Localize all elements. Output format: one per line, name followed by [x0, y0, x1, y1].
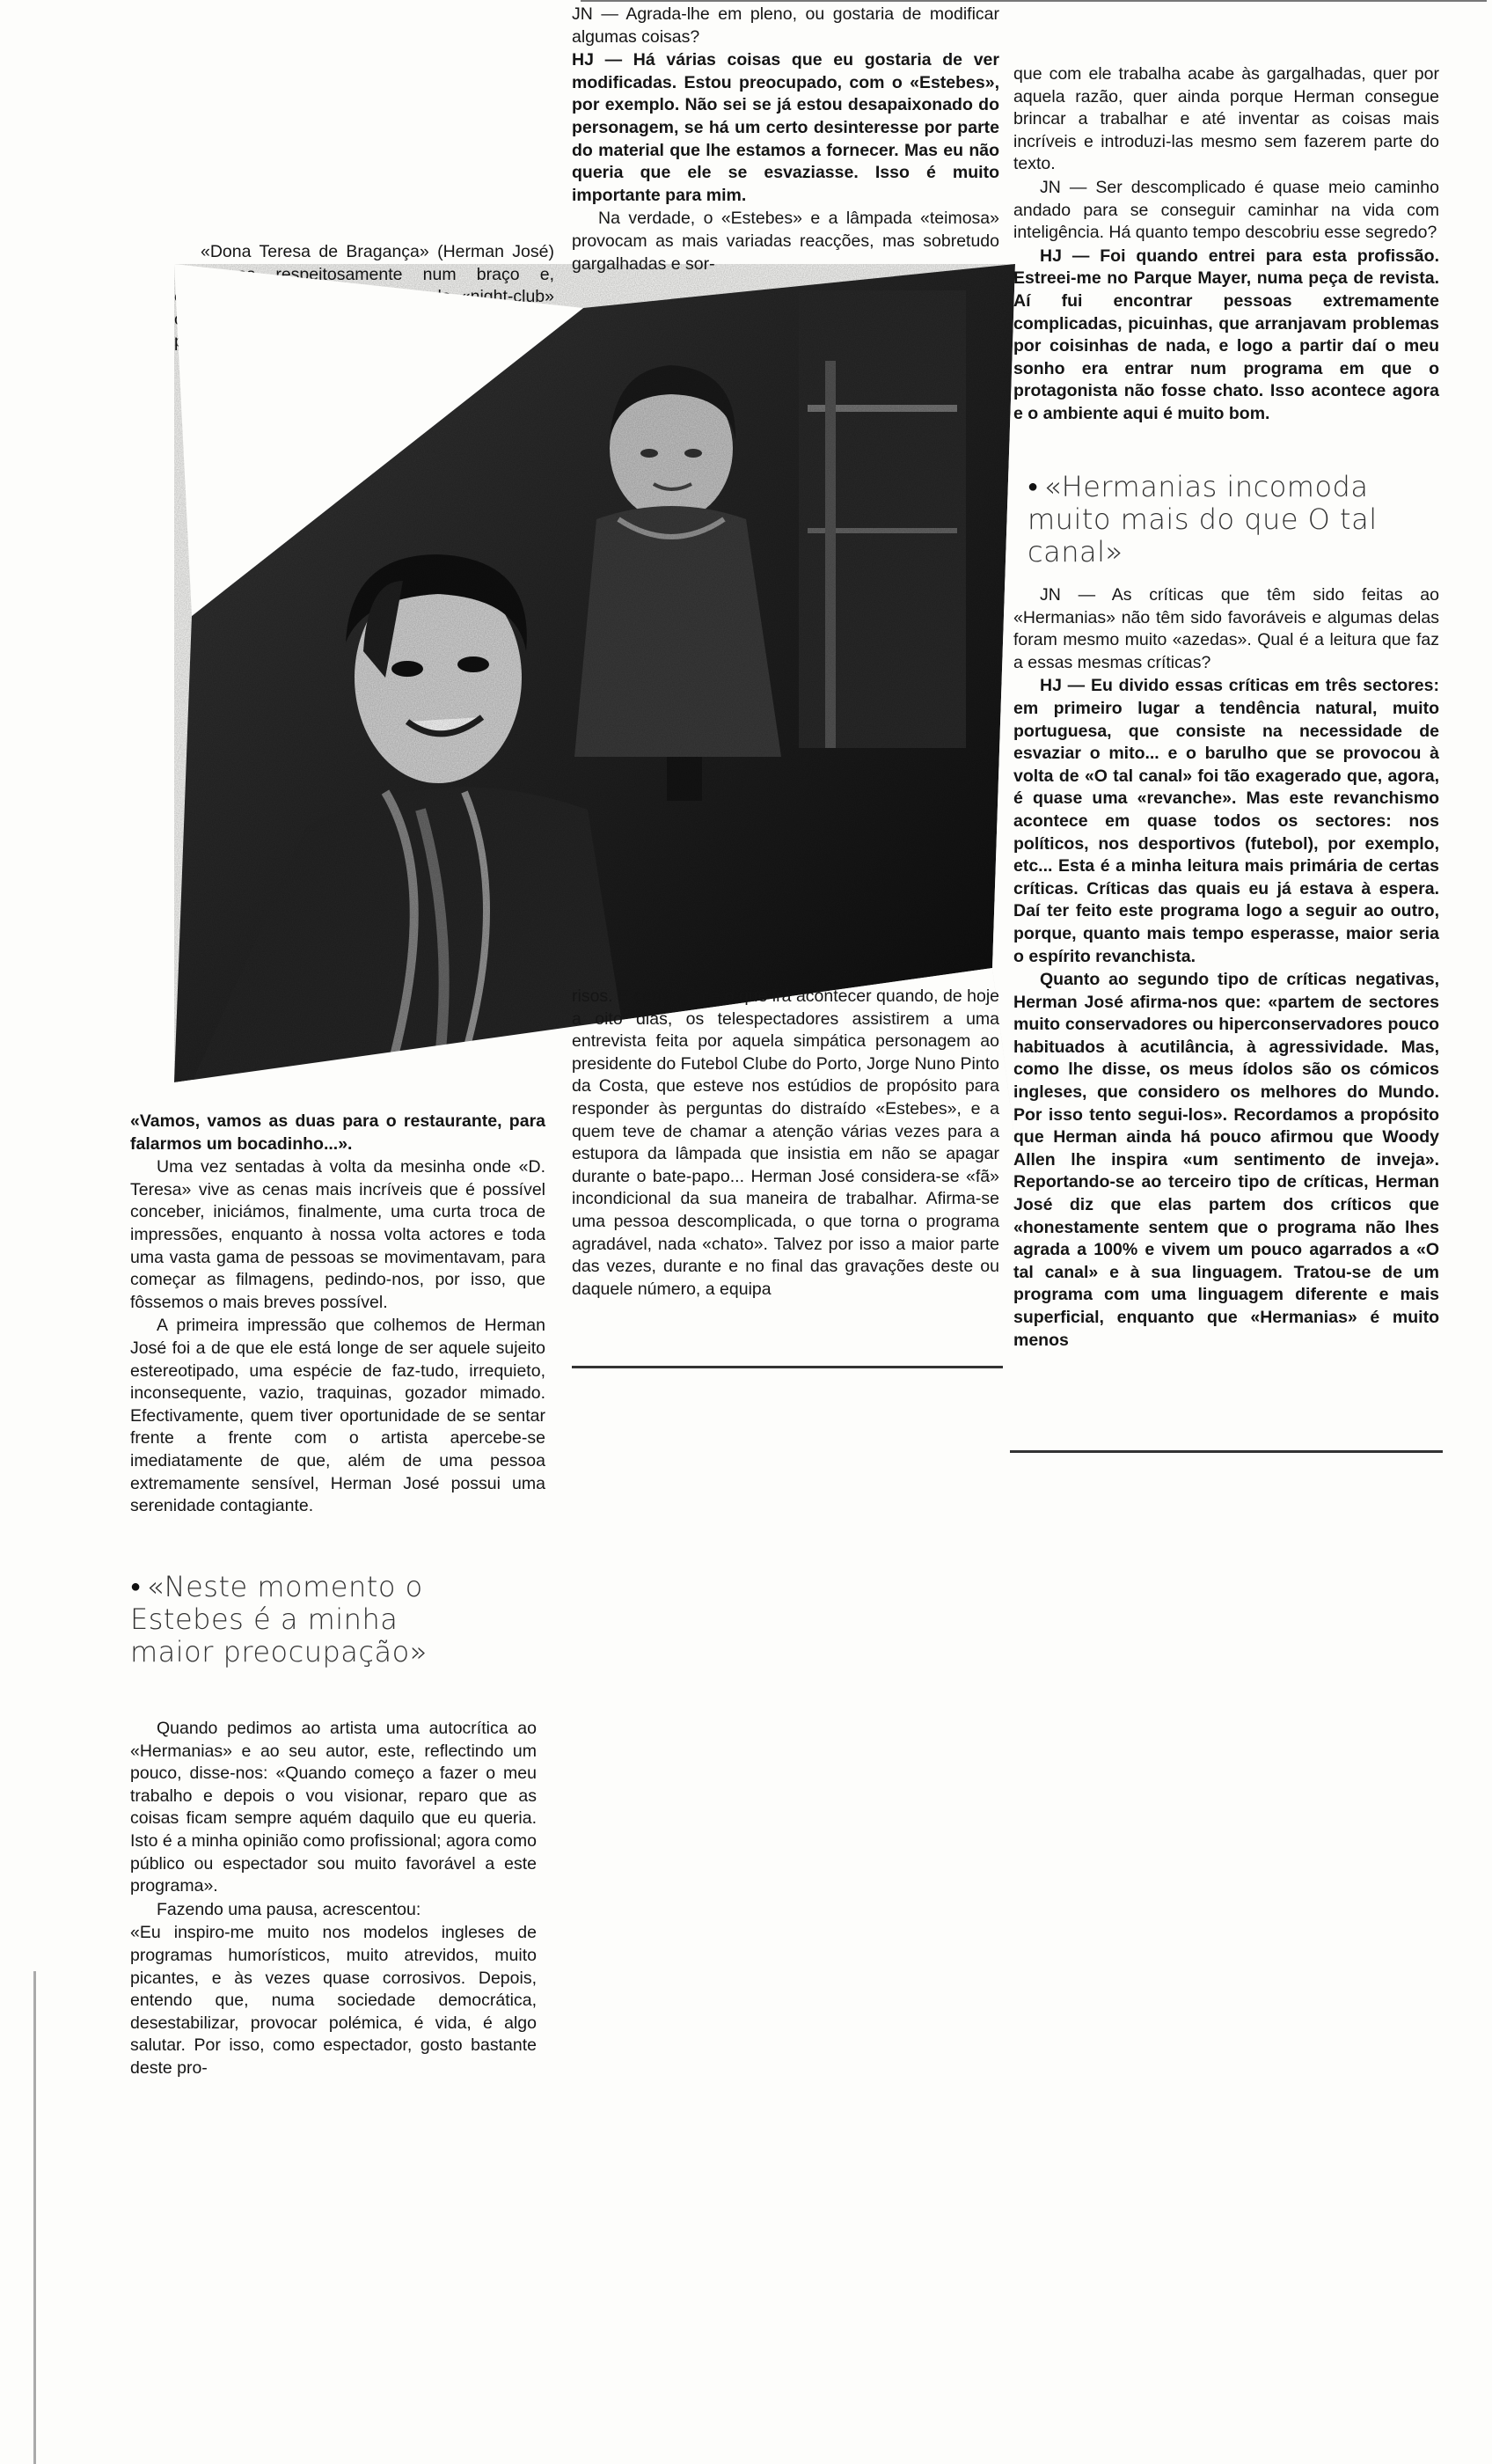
col2-bottom-rule — [572, 1366, 1003, 1368]
col3-hj-answer-2: HJ — Eu divido essas críticas em três sectores: em primeiro lugar a tendência natural, muito portuguesa, que consiste na necessidade de esvaziar o mito... e o barulho que se provocou à volta de «O tal canal» foi tão exagerado que, agora, é quase uma «revanche». Mas este revanchismo acontece em quase todos os sectores: nos políticos, nos desportivos (futebol), por exemplo, etc... Esta é a minha leitura mais primária de certas críticas. Críticas das quais eu já estava à espera. Daí ter feito este programa logo a seguir ao outro, porque, quanto mais tempo esperasse, maior seria o espírito revanchista. — [1013, 676, 1439, 966]
col2-paragraph-1: Na verdade, o «Estebes» e a lâmpada «teimosa» provocam as mais variadas reacções, mas sobretudo gargalhadas e sor- — [572, 209, 999, 274]
col2-hj-answer: HJ — Há várias coisas que eu gostaria de ver modificadas. Estou preocupado, com o «Estebes», por exemplo. Não sei se já estou desapaixonado do personagem, se há um certo desinteresse por parte do material que lhe estamos a fornecer. Mas eu não queria que ele se esvaziasse. Isso é muito importante para mim. — [572, 50, 999, 205]
intro-paragraph: «Dona Teresa de Bragança» (Herman José) — [201, 242, 554, 261]
column-3-top — [1013, 63, 1439, 426]
col1-paragraph-3: Quando pedimos ao artista uma autocrítica ao «Hermanias» e ao seu autor, este, reflectindo um pouco, disse-nos: «Quando começo a fazer o meu trabalho e depois o vou visionar, reparo que as coisas ficam sempre aquém daquilo que eu queria. Isto é a minha opinião como profissional; agora como público ou espectador sou muito favorável a este programa». — [130, 1719, 537, 1896]
col3-jn-question-2: JN — As críticas que têm sido feitas ao «Hermanias» não têm sido favoráveis e algumas delas foram mesmo muito «azedas». Qual é a leitura que faz a essas mesmas críticas? — [1013, 585, 1439, 672]
col2-jn-question: JN — Agrada-lhe em pleno, ou gostaria de modificar algumas coisas? — [572, 4, 999, 47]
left-page-edge — [33, 1971, 36, 2464]
column-2-bottom — [572, 986, 999, 1301]
subhead-2 — [1028, 470, 1415, 568]
column-3-body — [1013, 584, 1439, 1352]
col3-bottom-rule — [1010, 1450, 1443, 1453]
col3-hj-answer-1: HJ — Foi quando entrei para esta profissão. Estreei-me no Parque Mayer, numa peça de revista. Aí fui encontrar pessoas extremamente complicadas, picuinhas, que arranjavam problemas por coisinhas de nada, e logo a partir daí o meu sonho era entrar num programa em que o protagonista não fosse chato. Isso acontece agora e o ambiente aqui é muito bom. — [1013, 246, 1439, 423]
top-edge-line — [581, 0, 1487, 2]
col3-jn-question-1: JN — Ser descomplicado é quase meio caminho andado para se conseguir caminhar na vida com inteligência. Há quanto tempo descobriu esse segredo? — [1013, 177, 1439, 243]
col3-paragraph-1: que com ele trabalha acabe às gargalhadas, quer por aquela razão, quer ainda porque Herman consegue brincar a trabalhar e até inventar as coisas mais incríveis e introduzi-las mesmo sem fazerem parte do texto. — [1013, 64, 1439, 174]
column-1-body — [130, 1111, 545, 1518]
col1-paragraph-5: «Eu inspiro-me muito nos modelos ingleses de programas humorísticos, muito atrevidos, muito picantes, e às vezes quase corrosivos. Depois, entendo que, numa sociedade democrática, desestabilizar, provocar polémica, é vida, é algo salutar. Por isso, como espectador, gosto bastante deste pro- — [130, 1923, 537, 2078]
col2-paragraph-2: risos. E certamente o que irá acontecer quando, de hoje a oito dias, os telespectadores assistirem a uma entrevista feita por aquela simpática personagem ao presidente do Futebol Clube do Porto, Jorge Nuno Pinto da Costa, que esteve nos estúdios de propósito para responder às perguntas do distraído «Estebes», e a quem teve de chamar a atenção várias vezes para a estupora da lâmpada que insistia em não se apagar durante o bate-papo... Herman José considera-se «fã» incondicional da sua maneira de trabalhar. Afirma-se uma pessoa descomplicada, o que torna o programa agradável, nada «chato». Talvez por isso a maior parte das vezes, durante e no final das gravações deste ou daquele número, a equipa — [572, 986, 999, 1299]
quote-paragraph: «Vamos, vamos as duas para o restaurante, para falarmos um bocadinho...». — [130, 1111, 545, 1154]
col3-paragraph-2: Quanto ao segundo tipo de críticas negativas, Herman José afirma-nos que: «partem de sectores muito conservadores ou hiperconservadores pouco habituados à acutilância, à agressividade. Mas, como lhe disse, os meus ídolos são os cómicos ingleses, que considero os melhores do Mundo. Por isso tento segui-los». Recordamos a propósito que Herman ainda há pouco afirmou que Woody Allen lhe inspira «um sentimento de inveja». Reportando-se ao terceiro tipo de críticas, Herman José diz que elas partem dos críticos que «honestamente sentem que o programa não lhes agrada a 100% e vivem um pouco agarrados a «O tal canal» e à sua linguagem. Tratou-se de um programa com uma linguagem diferente e mais superficial, enquanto que «Hermanias» é muito menos — [1013, 970, 1439, 1350]
col1-paragraph-4: Fazendo uma pausa, acrescentou: — [157, 1899, 421, 1919]
subhead-1-text: «Neste momento o Estebes é a minha maior preocupação» — [130, 1570, 428, 1668]
subhead-1-bullet: ● — [130, 1575, 142, 1596]
column-1-bottom — [130, 1718, 537, 2080]
col1-paragraph-1: Uma vez sentadas à volta da mesinha onde «D. Teresa» vive as cenas mais incríveis que é possível conceber, iniciámos, finalmente, uma curta troca de impressões, enquanto à nossa volta actores e toda uma vasta gama de pessoas se movimentavam, para começar as filmagens, pedindo-nos, por isso, que fôssemos o mais breves possível. — [130, 1157, 545, 1312]
subhead-2-bullet: ● — [1028, 475, 1039, 496]
subhead-1 — [130, 1570, 429, 1668]
column-2-top — [572, 4, 999, 275]
col1-paragraph-2: A primeira impressão que colhemos de Herman José foi a de que ele está longe de ser aquele sujeito estereotipado, uma espécie de faz-tudo, irrequieto, inconsequente, vazio, traquinas, gozador mimado. Efectivamente, quem tiver oportunidade de se sentar frente a frente com o artista apercebe-se imediatamente de que, além de uma pessoa extremamente sensível, Herman José possui uma serenidade contagiante. — [130, 1316, 545, 1516]
subhead-2-text: «Hermanias incomoda muito mais do que O tal canal» — [1028, 470, 1378, 568]
